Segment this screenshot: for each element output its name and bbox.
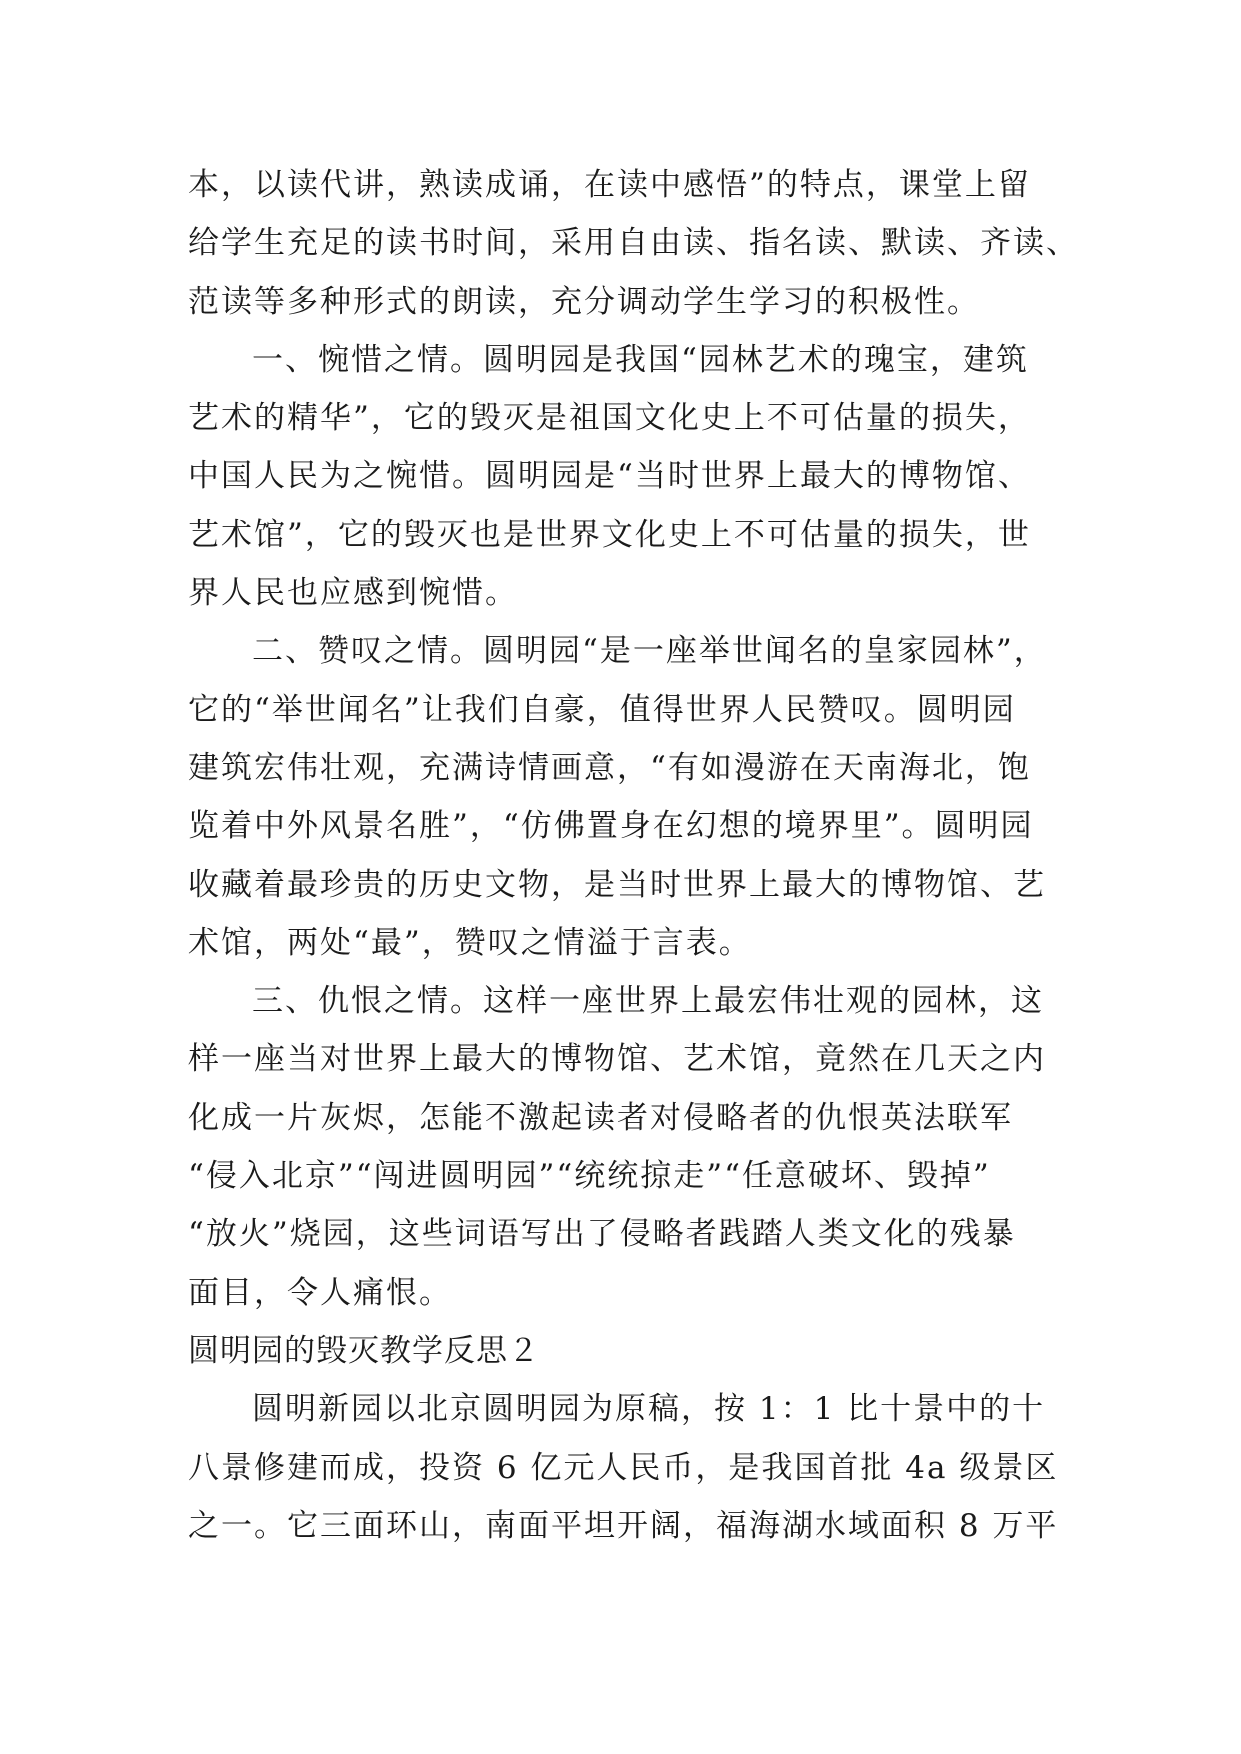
text-line: 它的“举世闻名”让我们自豪，值得世界人民赞叹。圆明园 bbox=[188, 691, 1016, 728]
text-line: 化成一片灰烬，怎能不激起读者对侵略者的仇恨英法联军 bbox=[188, 1099, 1013, 1136]
text-line: 收藏着最珍贵的历史文物，是当时世界上最大的博物馆、艺 bbox=[188, 866, 1046, 903]
text-line: 览着中外风景名胜”，“仿佛置身在幻想的境界里”。圆明园 bbox=[188, 808, 1034, 845]
text-line: 艺术馆”，它的毁灭也是世界文化史上不可估量的损失，世 bbox=[188, 516, 1031, 553]
text-line: “放火”烧园，这些词语写出了侵略者践踏人类文化的残暴 bbox=[188, 1216, 1016, 1253]
document-body bbox=[188, 156, 1079, 1555]
text-line: 之一。它三面环山，南面平坦开阔，福海湖水域面积 8 万平 bbox=[188, 1507, 1059, 1544]
text-line: 界人民也应感到惋惜。 bbox=[188, 575, 518, 612]
text-line: 中国人民为之惋惜。圆明园是“当时世界上最大的博物馆、 bbox=[188, 458, 1031, 495]
text-line: 本，以读代讲，熟读成诵，在读中感悟”的特点，课堂上留 bbox=[188, 167, 1031, 203]
text-line: 面目，令人痛恨。 bbox=[188, 1274, 452, 1311]
text-line: 术馆，两处“最”，赞叹之情溢于言表。 bbox=[188, 924, 752, 961]
text-line: 样一座当对世界上最大的博物馆、艺术馆，竟然在几天之内 bbox=[188, 1041, 1046, 1078]
text-line: 艺术的精华”，它的毁灭是祖国文化史上不可估量的损失， bbox=[188, 400, 1031, 437]
paragraph-start-line: 圆明新园以北京圆明园为原稿，按 1：1 比十景中的十 bbox=[252, 1391, 1046, 1428]
section-heading: 圆明园的毁灭教学反思２ bbox=[188, 1332, 540, 1369]
text-line: 范读等多种形式的朗读，充分调动学生学习的积极性。 bbox=[188, 283, 980, 320]
text-line: 八景修建而成，投资 6 亿元人民币，是我国首批 4a 级景区 bbox=[188, 1449, 1059, 1486]
text-line: 给学生充足的读书时间，采用自由读、指名读、默读、齐读、 bbox=[188, 225, 1079, 262]
paragraph-start-line: 三、仇恨之情。这样一座世界上最宏伟壮观的园林，这 bbox=[252, 983, 1044, 1020]
paragraph-start-line: 二、赞叹之情。圆明园“是一座举世闻名的皇家园林”， bbox=[252, 633, 1047, 670]
text-line: 建筑宏伟壮观，充满诗情画意，“有如漫游在天南海北，饱 bbox=[188, 749, 1031, 786]
text-line: “侵入北京”“闯进圆明园”“统统掠走”“任意破坏、毁掉” bbox=[188, 1158, 991, 1195]
paragraph-start-line: 一、惋惜之情。圆明园是我国“园林艺术的瑰宝，建筑 bbox=[252, 341, 1029, 378]
